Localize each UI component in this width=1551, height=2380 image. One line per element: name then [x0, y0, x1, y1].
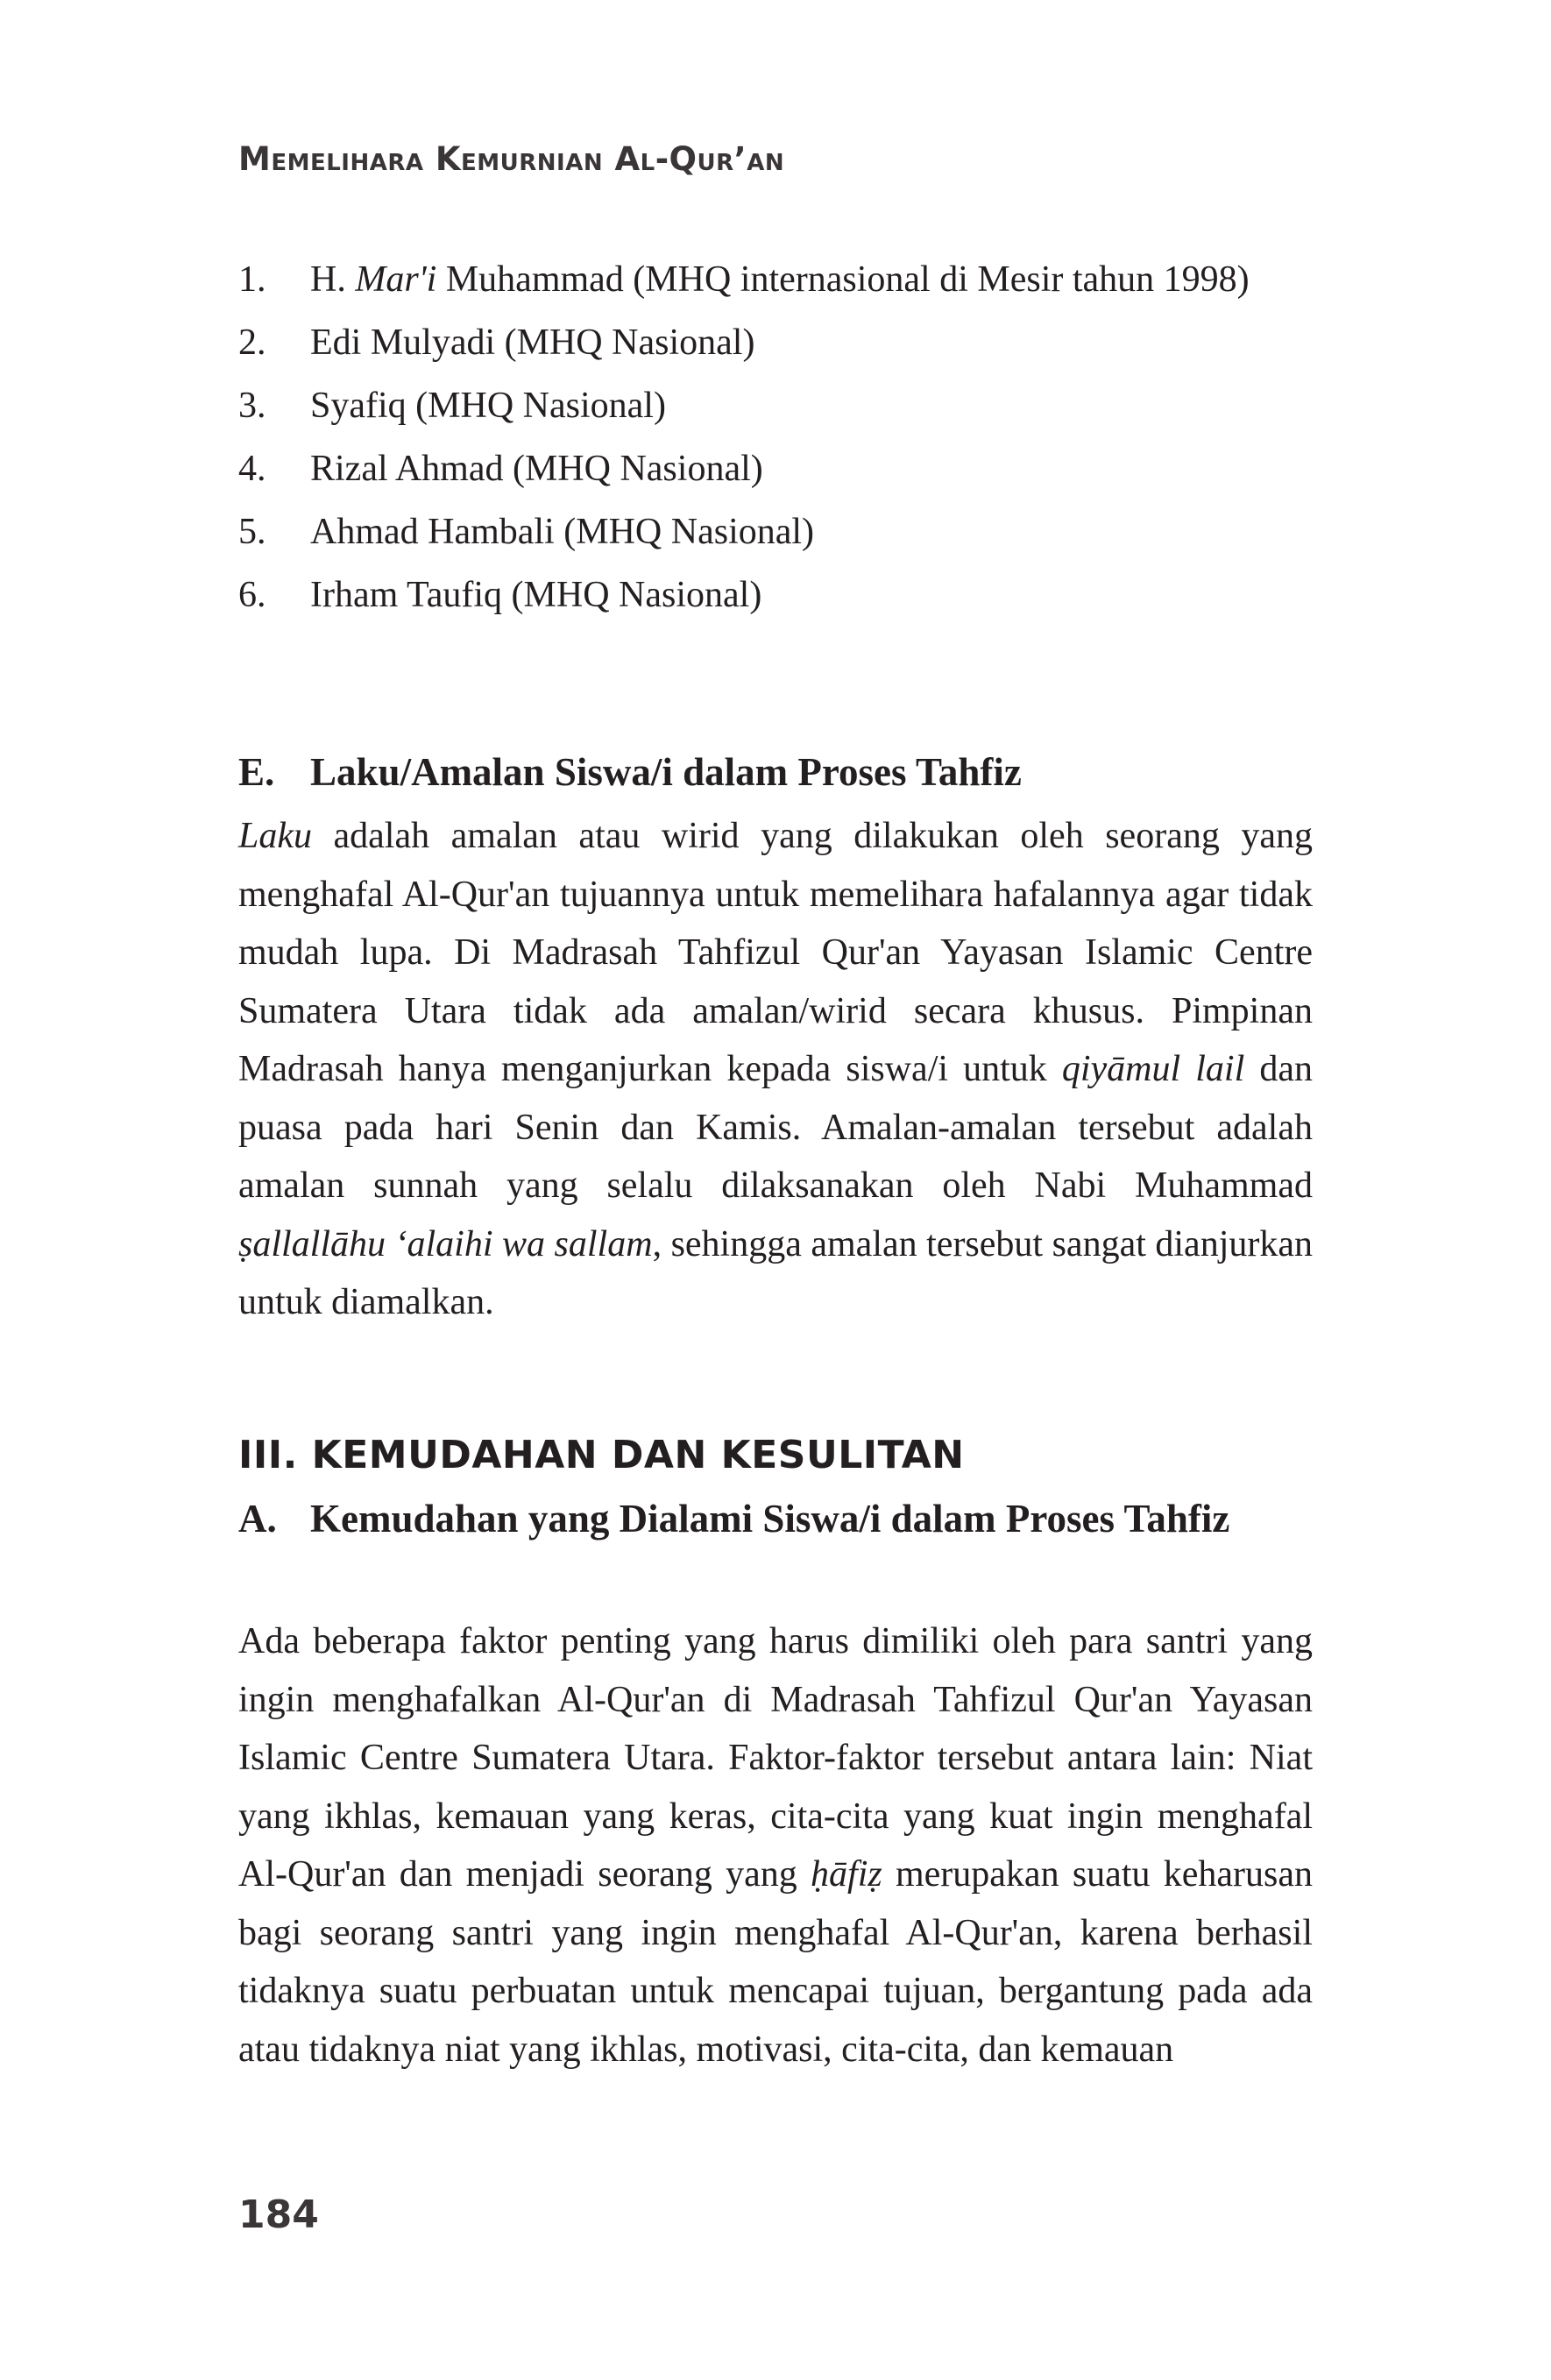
- list-item: [238, 439, 1313, 499]
- paragraph-text: , sehingga amalan tersebut sangat dianjurkan untuk diamalkan.: [238, 1223, 1313, 1322]
- list-item-text: Irham Taufiq (MHQ Nasional): [310, 575, 762, 615]
- list-item-text: Edi Mulyadi (MHQ Nasional): [310, 322, 755, 363]
- list-item-italic-name: Mar'i: [355, 259, 437, 300]
- list-item: [238, 376, 1313, 436]
- paragraph-text: dan puasa pada hari Senin dan Kamis. Amalan-amalan tersebut adalah amalan sunnah yang selalu dilaksanakan oleh Nabi Muhammad: [238, 1049, 1313, 1206]
- list-item-number: 2.: [238, 322, 266, 363]
- section-a-title: Kemudahan yang Dialami Siswa/i dalam Proses Tahfiz: [310, 1497, 1230, 1541]
- italic-term: ṣallallāhu ‘alaihi wa sallam: [238, 1223, 653, 1264]
- section-a-heading: [238, 1490, 1313, 1548]
- list-item: [238, 313, 1313, 372]
- section-a-paragraph: [238, 1612, 1313, 2079]
- italic-term: qiyāmul lail: [1061, 1049, 1245, 1089]
- list-item-text-part: H.: [310, 259, 356, 300]
- list-item-number: 3.: [238, 386, 266, 426]
- list-item-number: 1.: [238, 259, 266, 300]
- section-e-title: Laku/Amalan Siswa/i dalam Proses Tahfiz: [310, 750, 1022, 794]
- list-item: [238, 502, 1313, 562]
- list-item: [238, 250, 1313, 309]
- section-e-heading: [238, 743, 1313, 801]
- italic-term: Laku: [238, 816, 312, 856]
- list-item-text-part: Muhammad (MHQ internasional di Mesir tahun 1998): [436, 259, 1250, 300]
- section-e-letter: E.: [238, 750, 275, 794]
- paragraph-text: adalah amalan atau wirid yang dilakukan oleh seorang yang menghafal Al-Qur'an tujuannya untuk memelihara hafalannya agar tidak mudah lupa. Di Madrasah Tahfizul Qur'an Yayasan Islamic Centre Sumatera Utara tidak ada amalan/wirid secara khusus. Pimpinan Madrasah hanya menganjurkan kepada siswa/i untuk: [238, 816, 1313, 1089]
- list-item-text: Rizal Ahmad (MHQ Nasional): [310, 449, 763, 489]
- book-page: [238, 0, 1313, 2380]
- list-item-text: Ahmad Hambali (MHQ Nasional): [310, 512, 815, 552]
- list-item: [238, 565, 1313, 625]
- paragraph-text: merupakan suatu keharusan bagi seorang santri yang ingin menghafal Al-Qur'an, karena berhasil tidaknya suatu perbuatan untuk mencapai tujuan, bergantung pada ada atau tidaknya niat yang ikhlas, motivasi, cita-cita, dan kemauan: [238, 1854, 1314, 2070]
- list-item-number: 6.: [238, 575, 266, 615]
- list-item-text: [310, 250, 1313, 309]
- italic-term: ḥāfiẓ: [811, 1854, 882, 1895]
- list-item-text: Syafiq (MHQ Nasional): [310, 386, 666, 426]
- list-item-number: 5.: [238, 512, 266, 552]
- running-header: Memelihara Kemurnian Al-Qur’an: [238, 140, 785, 178]
- achievers-list: [238, 250, 1313, 628]
- section-e-paragraph: [238, 807, 1313, 1332]
- section-a-letter: A.: [238, 1497, 277, 1541]
- chapter-heading: III. KEMUDAHAN DAN KESULITAN: [238, 1433, 965, 1477]
- paragraph-text: Ada beberapa faktor penting yang harus dimiliki oleh para santri yang ingin menghafalkan Al-Qur'an di Madrasah Tahfizul Qur'an Yayasan Islamic Centre Sumatera Utara. Faktor-faktor tersebut antara lain: Niat yang ikhlas, kemauan yang keras, cita-cita yang kuat ingin menghafal Al-Qur'an dan menjadi seorang yang: [238, 1621, 1313, 1895]
- list-item-number: 4.: [238, 449, 266, 489]
- page-number: 184: [238, 2192, 319, 2237]
